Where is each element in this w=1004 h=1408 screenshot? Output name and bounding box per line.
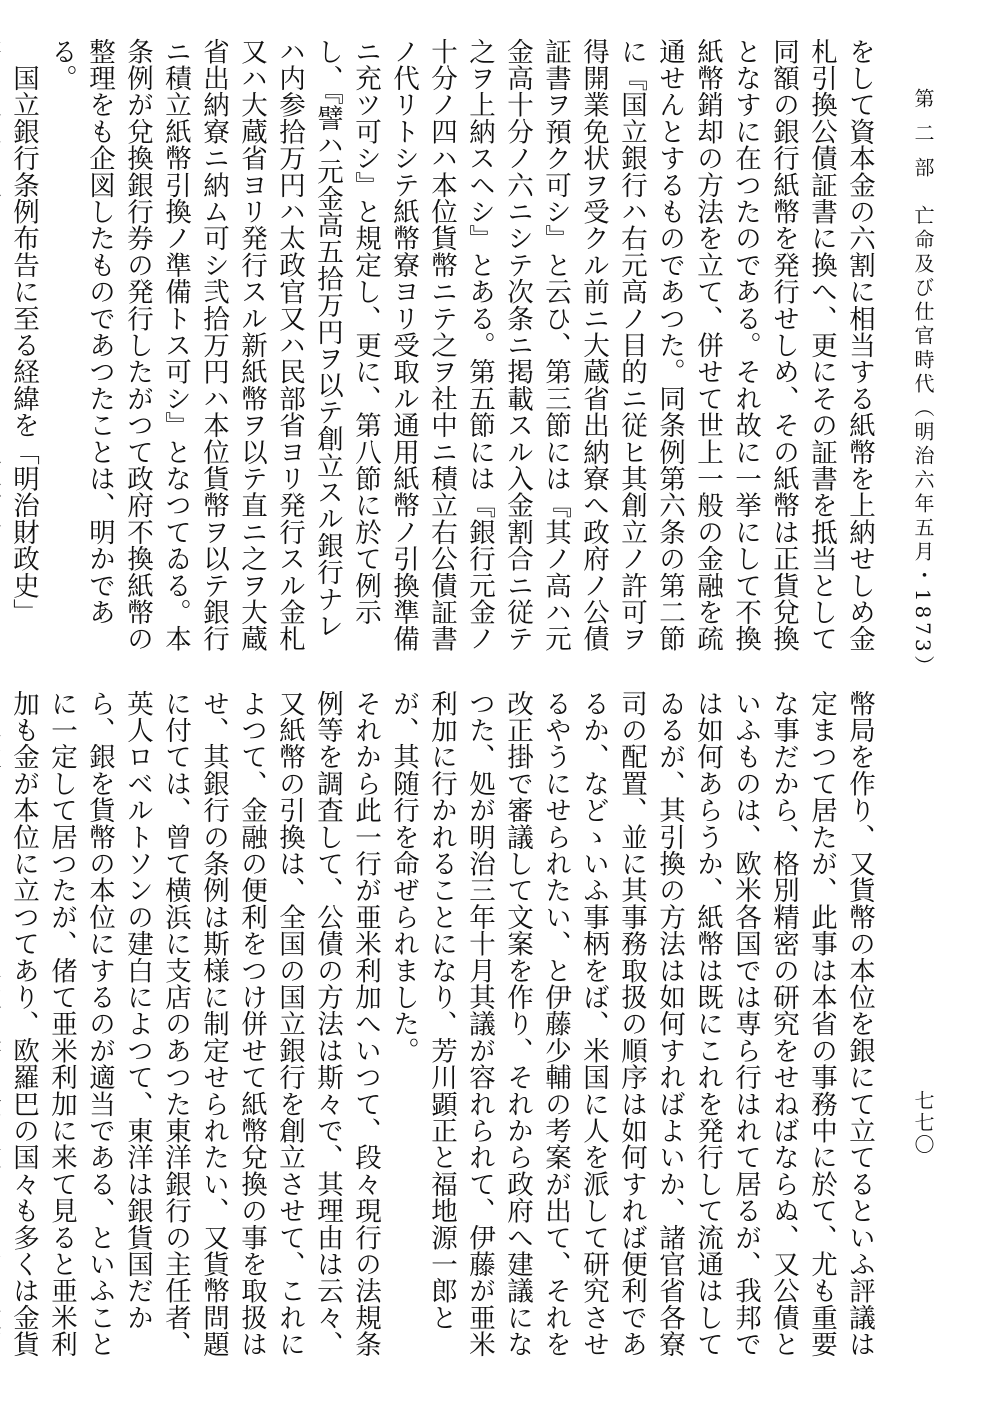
paragraph-background: 国立銀行条例布告に至る経緯を「明治財政史」 bbox=[8, 64, 39, 626]
paragraph-currency-policy: をして資本金の六割に相当する紙幣を上納せしめ金札引換公債証書に換へ、更にその証書を抵当として同額の銀行紙幣を発行せしめ、その紙幣は正貨兌換となすに在つたのである。それ故に一挙にして不換紙幣銷却の方法を立て、併せて世上一般の金融を疏通せんとするものであつた。同条例第六条の第二節に『国立銀行ハ右元高ノ目的ニ従ヒ其創立ノ許可ヲ得開業免状ヲ受クル前ニ大蔵省出納寮へ政府ノ公債証書ヲ預ク可シ』と云ひ、第三節には『其ノ高ハ元金高十分ノ六ニシテ次条ニ掲載スル入金割合ニ従テ之ヲ上納スヘシ』とある。第五節には『銀行元金ノ十分ノ四ハ本位貨幣ニテ之ヲ社中ニ積立右公債証書ノ代リトシテ紙幣寮ヨリ受取ル通用紙幣ノ引換準備ニ充ツ可シ』と規定し、更に、第八節に於て例示し、『譬ハ元金高五拾万円ヲ以テ創立スル銀行ナレハ内参拾万円ハ太政官又ハ民部省ヨリ発行スル金札又ハ大蔵省ヨリ発行スル新紙幣ヲ以テ直ニ之ヲ大蔵省出納寮ニ納ム可シ弐拾万円ハ本位貨幣ヲ以テ銀行ニ積立紙幣引換ノ準備トス可シ』となつてゐる。本条例が兌換銀行券の発行したがつて政府不換紙幣の整理をも企図したものであつたことは、明かである。 bbox=[46, 38, 875, 653]
paragraph-quote-continued: 幣局を作り、又貨幣の本位を銀にて立てるといふ評議は定まつて居たが、此事は本省の事務中に於て、尤も重要な事だから、格別精密の研究をせねばならぬ、又公債といふものは、欧米各国では専ら行はれて居るが、我邦では如何あらうか、紙幣は既にこれを発行して流通はしてゐるが、其引換の方法は如何すればよいか、諸官省各寮司の配置、並に其事務取扱の順序は如何すれば便利であるか、などゝいふ事柄をば、米国に人を派して研究させるやうにせられたい、と伊藤少輔の考案が出て、それを改正掛で審議して文案を作り、それから政府へ建議になつた、処が明治三年十月其議が容れられて、伊藤が亜米利加に行かれることになり、芳川顕正と福地源一郎とが、其随行を命ぜられました。 bbox=[388, 690, 875, 1358]
page-number: 七七〇 bbox=[911, 1090, 935, 1156]
lower-text-block bbox=[8, 690, 878, 1360]
section-divider bbox=[60, 668, 878, 669]
paragraph-quote-investigation: それから此一行が亜米利加へいつて、段々現行の法規条例等を調査して、公債の方法は斯々で、其理由は云々、又紙幣の引換は、全国の国立銀行を創立させて、これによつて、金融の便利をつけ併せて紙幣兌換の事を取扱はせ、其銀行の条例は斯様に制定せられたい、又貨幣問題に付ては、曾て横浜に支店のあつた東洋銀行の主任者、英人ロベルトソンの建白によつて、東洋は銀貨国だから、銀を貨幣の本位にするのが適当である、といふことに一定して居つたが、偖て亜米利加に来て見ると亜米利加も金が本位に立つてあり、欧羅巴の国々も多くは金貨 bbox=[8, 690, 381, 1358]
upper-text-block bbox=[8, 38, 878, 658]
running-header: 第 二 部 亡命及び仕官時代（明治六年五月・1873） bbox=[911, 88, 935, 680]
